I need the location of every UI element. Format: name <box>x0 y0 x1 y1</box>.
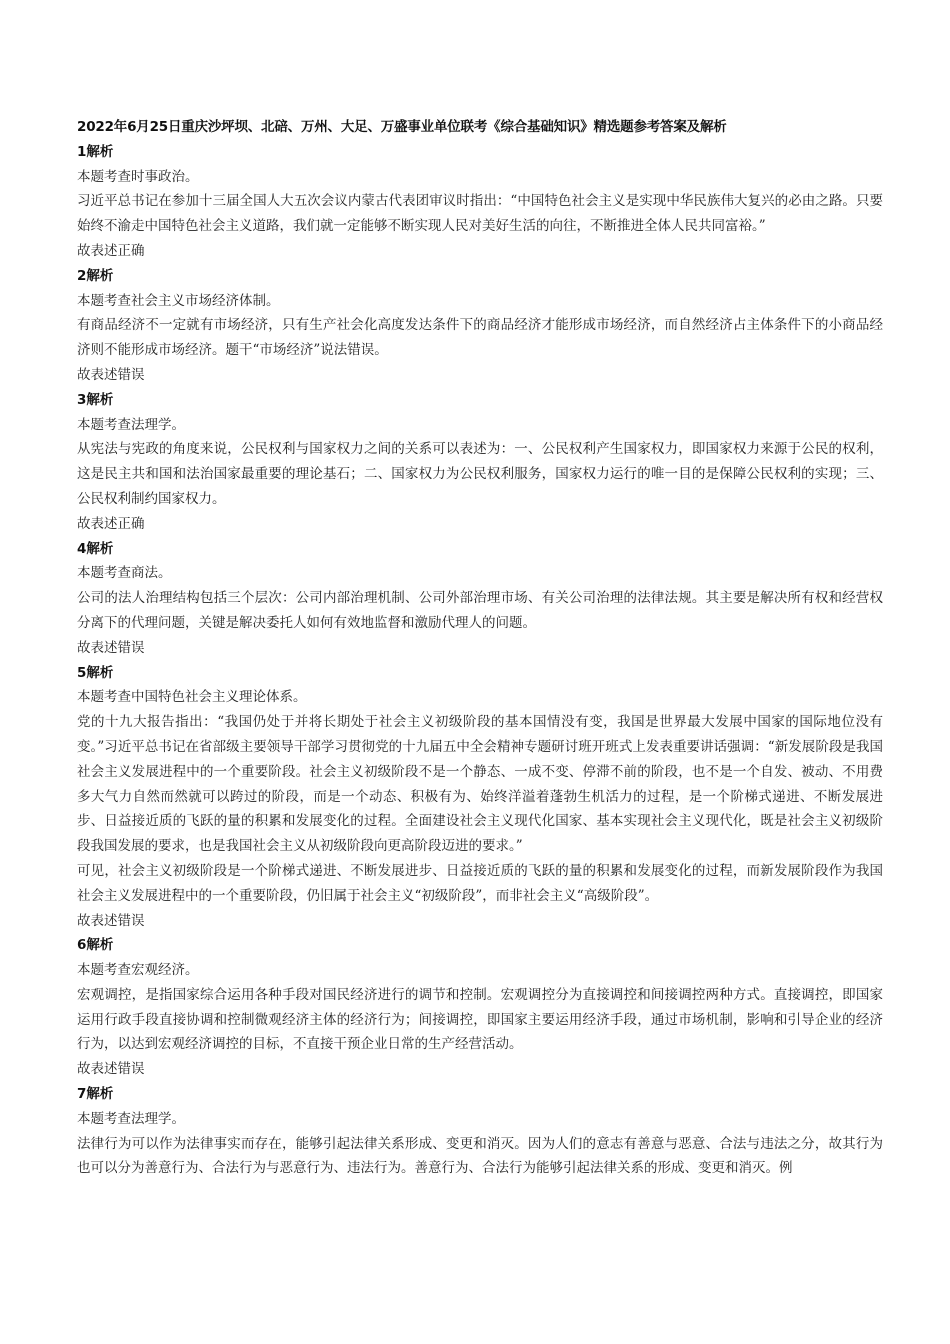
document-page <box>77 115 883 1181</box>
item-heading: 6解析 <box>77 937 114 954</box>
answer-item <box>77 1082 883 1181</box>
item-conclusion: 故表述错误 <box>77 639 145 656</box>
item-paragraph: 公司的法人治理结构包括三个层次：公司内部治理机制、公司外部治理市场、有关公司治理的法律法规。其主要是解决所有权和经营权分离下的代理问题，关键是解决委托人如何有效地监督和激励代理人的问题。 <box>77 590 883 631</box>
item-paragraph: 从宪法与宪政的角度来说，公民权利与国家权力之间的关系可以表述为：一、公民权利产生国家权力，即国家权力来源于公民的权利，这是民主共和国和法治国家最重要的理论基石；二、国家权力为公民权利服务，国家权力运行的唯一目的是保障公民权利的实现；三、公民权利制约国家权力。 <box>77 441 883 507</box>
item-conclusion: 故表述正确 <box>77 515 145 532</box>
item-heading: 2解析 <box>77 267 114 284</box>
item-topic: 本题考查社会主义市场经济体制。 <box>77 292 280 309</box>
item-heading: 7解析 <box>77 1086 114 1103</box>
item-heading: 3解析 <box>77 391 114 408</box>
item-conclusion: 故表述正确 <box>77 242 145 259</box>
item-topic: 本题考查法理学。 <box>77 416 185 433</box>
item-heading: 4解析 <box>77 540 114 557</box>
answer-item <box>77 264 883 388</box>
item-conclusion: 故表述错误 <box>77 1061 145 1078</box>
item-heading: 5解析 <box>77 664 114 681</box>
item-topic: 本题考查中国特色社会主义理论体系。 <box>77 689 307 706</box>
answer-item <box>77 537 883 661</box>
item-topic: 本题考查商法。 <box>77 565 172 582</box>
item-paragraph: 有商品经济不一定就有市场经济，只有生产社会化高度发达条件下的商品经济才能形成市场经济，而自然经济占主体条件下的小商品经济则不能形成市场经济。题干“市场经济”说法错误。 <box>77 317 883 359</box>
item-heading: 1解析 <box>77 143 114 160</box>
answer-item <box>77 140 883 264</box>
item-paragraph: 党的十九大报告指出：“我国仍处于并将长期处于社会主义初级阶段的基本国情没有变，我国是世界最大发展中国家的国际地位没有变。”习近平总书记在省部级主要领导干部学习贯彻党的十九届五中全会精神专题研讨班开班式上发表重要讲话强调：“新发展阶段是我国社会主义发展进程中的一个重要阶段。社会主义初级阶段不是一个静态、一成不变、停滞不前的阶段，也不是一个自发、被动、不用费多大气力自然而然就可以跨过的阶段，而是一个动态、积极有为、始终洋溢着蓬勃生机活力的过程，是一个阶梯式递进、不断发展进步、日益接近质的飞跃的量的积累和发展变化的过程。全面建设社会主义现代化国家、基本实现社会主义现代化，既是社会主义初级阶段我国发展的要求，也是我国社会主义从初级阶段向更高阶段迈进的要求。” <box>77 714 883 855</box>
answer-item <box>77 661 883 934</box>
item-conclusion: 故表述错误 <box>77 912 145 929</box>
answer-item <box>77 388 883 537</box>
document-title: 2022年6月25日重庆沙坪坝、北碚、万州、大足、万盛事业单位联考《综合基础知识》精选题参考答案及解析 <box>77 119 727 135</box>
item-conclusion: 故表述错误 <box>77 366 145 383</box>
item-paragraph: 宏观调控，是指国家综合运用各种手段对国民经济进行的调节和控制。宏观调控分为直接调控和间接调控两种方式。直接调控，即国家运用行政手段直接协调和控制微观经济主体的经济行为；间接调控，即国家主要运用经济手段，通过市场机制，影响和引导企业的经济行为，以达到宏观经济调控的目标，不直接干预企业日常的生产经营活动。 <box>77 986 883 1053</box>
item-paragraph: 习近平总书记在参加十三届全国人大五次会议内蒙古代表团审议时指出：“中国特色社会主义是实现中华民族伟大复兴的必由之路。只要始终不渝走中国特色社会主义道路，我们就一定能够不断实现人民对美好生活的向往，不断推进全体人民共同富裕。” <box>77 193 883 235</box>
item-topic: 本题考查法理学。 <box>77 1110 185 1127</box>
answer-item <box>77 933 883 1082</box>
answer-items <box>77 140 883 1181</box>
item-topic: 本题考查宏观经济。 <box>77 962 199 979</box>
item-paragraph: 法律行为可以作为法律事实而存在，能够引起法律关系形成、变更和消灭。因为人们的意志有善意与恶意、合法与违法之分，故其行为也可以分为善意行为、合法行为与恶意行为、违法行为。善意行为、合法行为能够引起法律关系的形成、变更和消灭。例 <box>77 1135 883 1177</box>
item-topic: 本题考查时事政治。 <box>77 168 199 185</box>
item-paragraph: 可见，社会主义初级阶段是一个阶梯式递进、不断发展进步、日益接近质的飞跃的量的积累和发展变化的过程，而新发展阶段作为我国社会主义发展进程中的一个重要阶段，仍旧属于社会主义“初级阶段”，而非社会主义“高级阶段”。 <box>77 862 883 904</box>
